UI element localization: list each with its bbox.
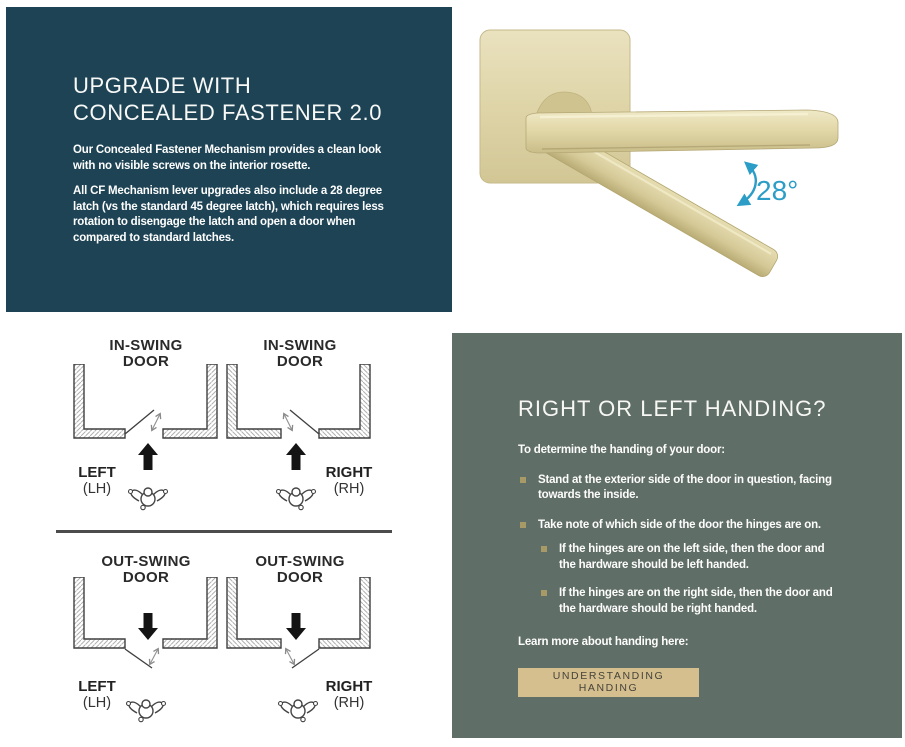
upgrade-title: UPGRADE WITH CONCEALED FASTENER 2.0 — [73, 73, 383, 125]
bullet-bold-word: exterior — [604, 473, 645, 486]
bullet-square-icon — [541, 546, 547, 552]
sub-bullet-item — [541, 542, 858, 573]
upgrade-panel — [6, 7, 452, 312]
lever-illustration — [452, 0, 905, 315]
direction-arrow-down — [286, 613, 306, 640]
direction-arrow-up — [286, 443, 306, 470]
upgrade-paragraph-2: All CF Mechanism lever upgrades also include a 28 degree latch (vs the standard 45 degree latch), which requires less rotation to disengage the latch and open a door when compared to standard latches. — [73, 185, 384, 244]
bullet-square-icon — [520, 477, 526, 483]
wall-right — [163, 577, 217, 648]
swing-arrow — [284, 414, 292, 430]
hand-label-inswing-left: LEFT (LH) — [78, 464, 116, 497]
diagram-title-outswing-left: OUT-SWING DOOR — [101, 553, 191, 586]
wall-right — [227, 364, 281, 438]
door-leaf — [290, 410, 319, 434]
swing-arrow — [152, 414, 160, 430]
door-leaf — [125, 410, 154, 434]
sub-bullet-text: If the hinges are on the left side, then the door and the hardware should be left handed. — [559, 543, 825, 571]
wall-left — [319, 577, 370, 648]
bullet-square-icon — [520, 522, 526, 528]
bullet-text: Take note of which side of the door the hinges are on. — [538, 518, 821, 531]
direction-arrow-up — [138, 443, 158, 470]
hand-label-inswing-right: RIGHT (RH) — [325, 464, 373, 497]
bullet-item — [520, 473, 858, 504]
understanding-handing-button[interactable]: UNDERSTANDING HANDING — [518, 668, 699, 697]
section-divider — [56, 530, 392, 533]
handing-panel — [452, 333, 902, 738]
upgrade-paragraph-1: Our Concealed Fastener Mechanism provides a clean look with no visible screws on the interior rosette. — [73, 144, 382, 172]
learn-more-text: Learn more about handing here: — [518, 636, 689, 648]
wall-right — [163, 364, 217, 438]
wall-right — [227, 577, 281, 648]
wall-left — [74, 364, 125, 438]
wall-left — [74, 577, 125, 648]
handing-intro: To determine the handing of your door: — [518, 444, 725, 456]
swing-arrow — [286, 649, 294, 664]
handing-bullet-list — [518, 473, 858, 618]
hand-label-outswing-left: LEFT (LH) — [78, 678, 116, 711]
angle-label: 28° — [756, 175, 799, 206]
sub-bullet-text: If the hinges are on the right side, then the door and the hardware should be right handed. — [559, 587, 833, 615]
wall-left — [319, 364, 370, 438]
bullet-text: Stand at the exterior side of the door in question, facing towards the inside. — [538, 473, 832, 501]
handing-sub-list — [520, 542, 858, 617]
swing-arrow — [150, 649, 158, 664]
direction-arrow-down — [138, 613, 158, 640]
hand-label-outswing-right: RIGHT (RH) — [325, 678, 373, 711]
door-leaf — [125, 649, 152, 668]
diagram-title-inswing-right: IN-SWING DOOR — [263, 337, 337, 370]
bullet-item — [520, 518, 858, 534]
handing-title: RIGHT OR LEFT HANDING? — [518, 396, 827, 421]
bullet-square-icon — [541, 590, 547, 596]
diagram-title-inswing-left: IN-SWING DOOR — [109, 337, 183, 370]
rotation-arc-arrow — [740, 164, 756, 204]
diagram-title-outswing-right: OUT-SWING DOOR — [255, 553, 345, 586]
sub-bullet-item — [541, 586, 858, 617]
door-leaf — [292, 649, 319, 668]
